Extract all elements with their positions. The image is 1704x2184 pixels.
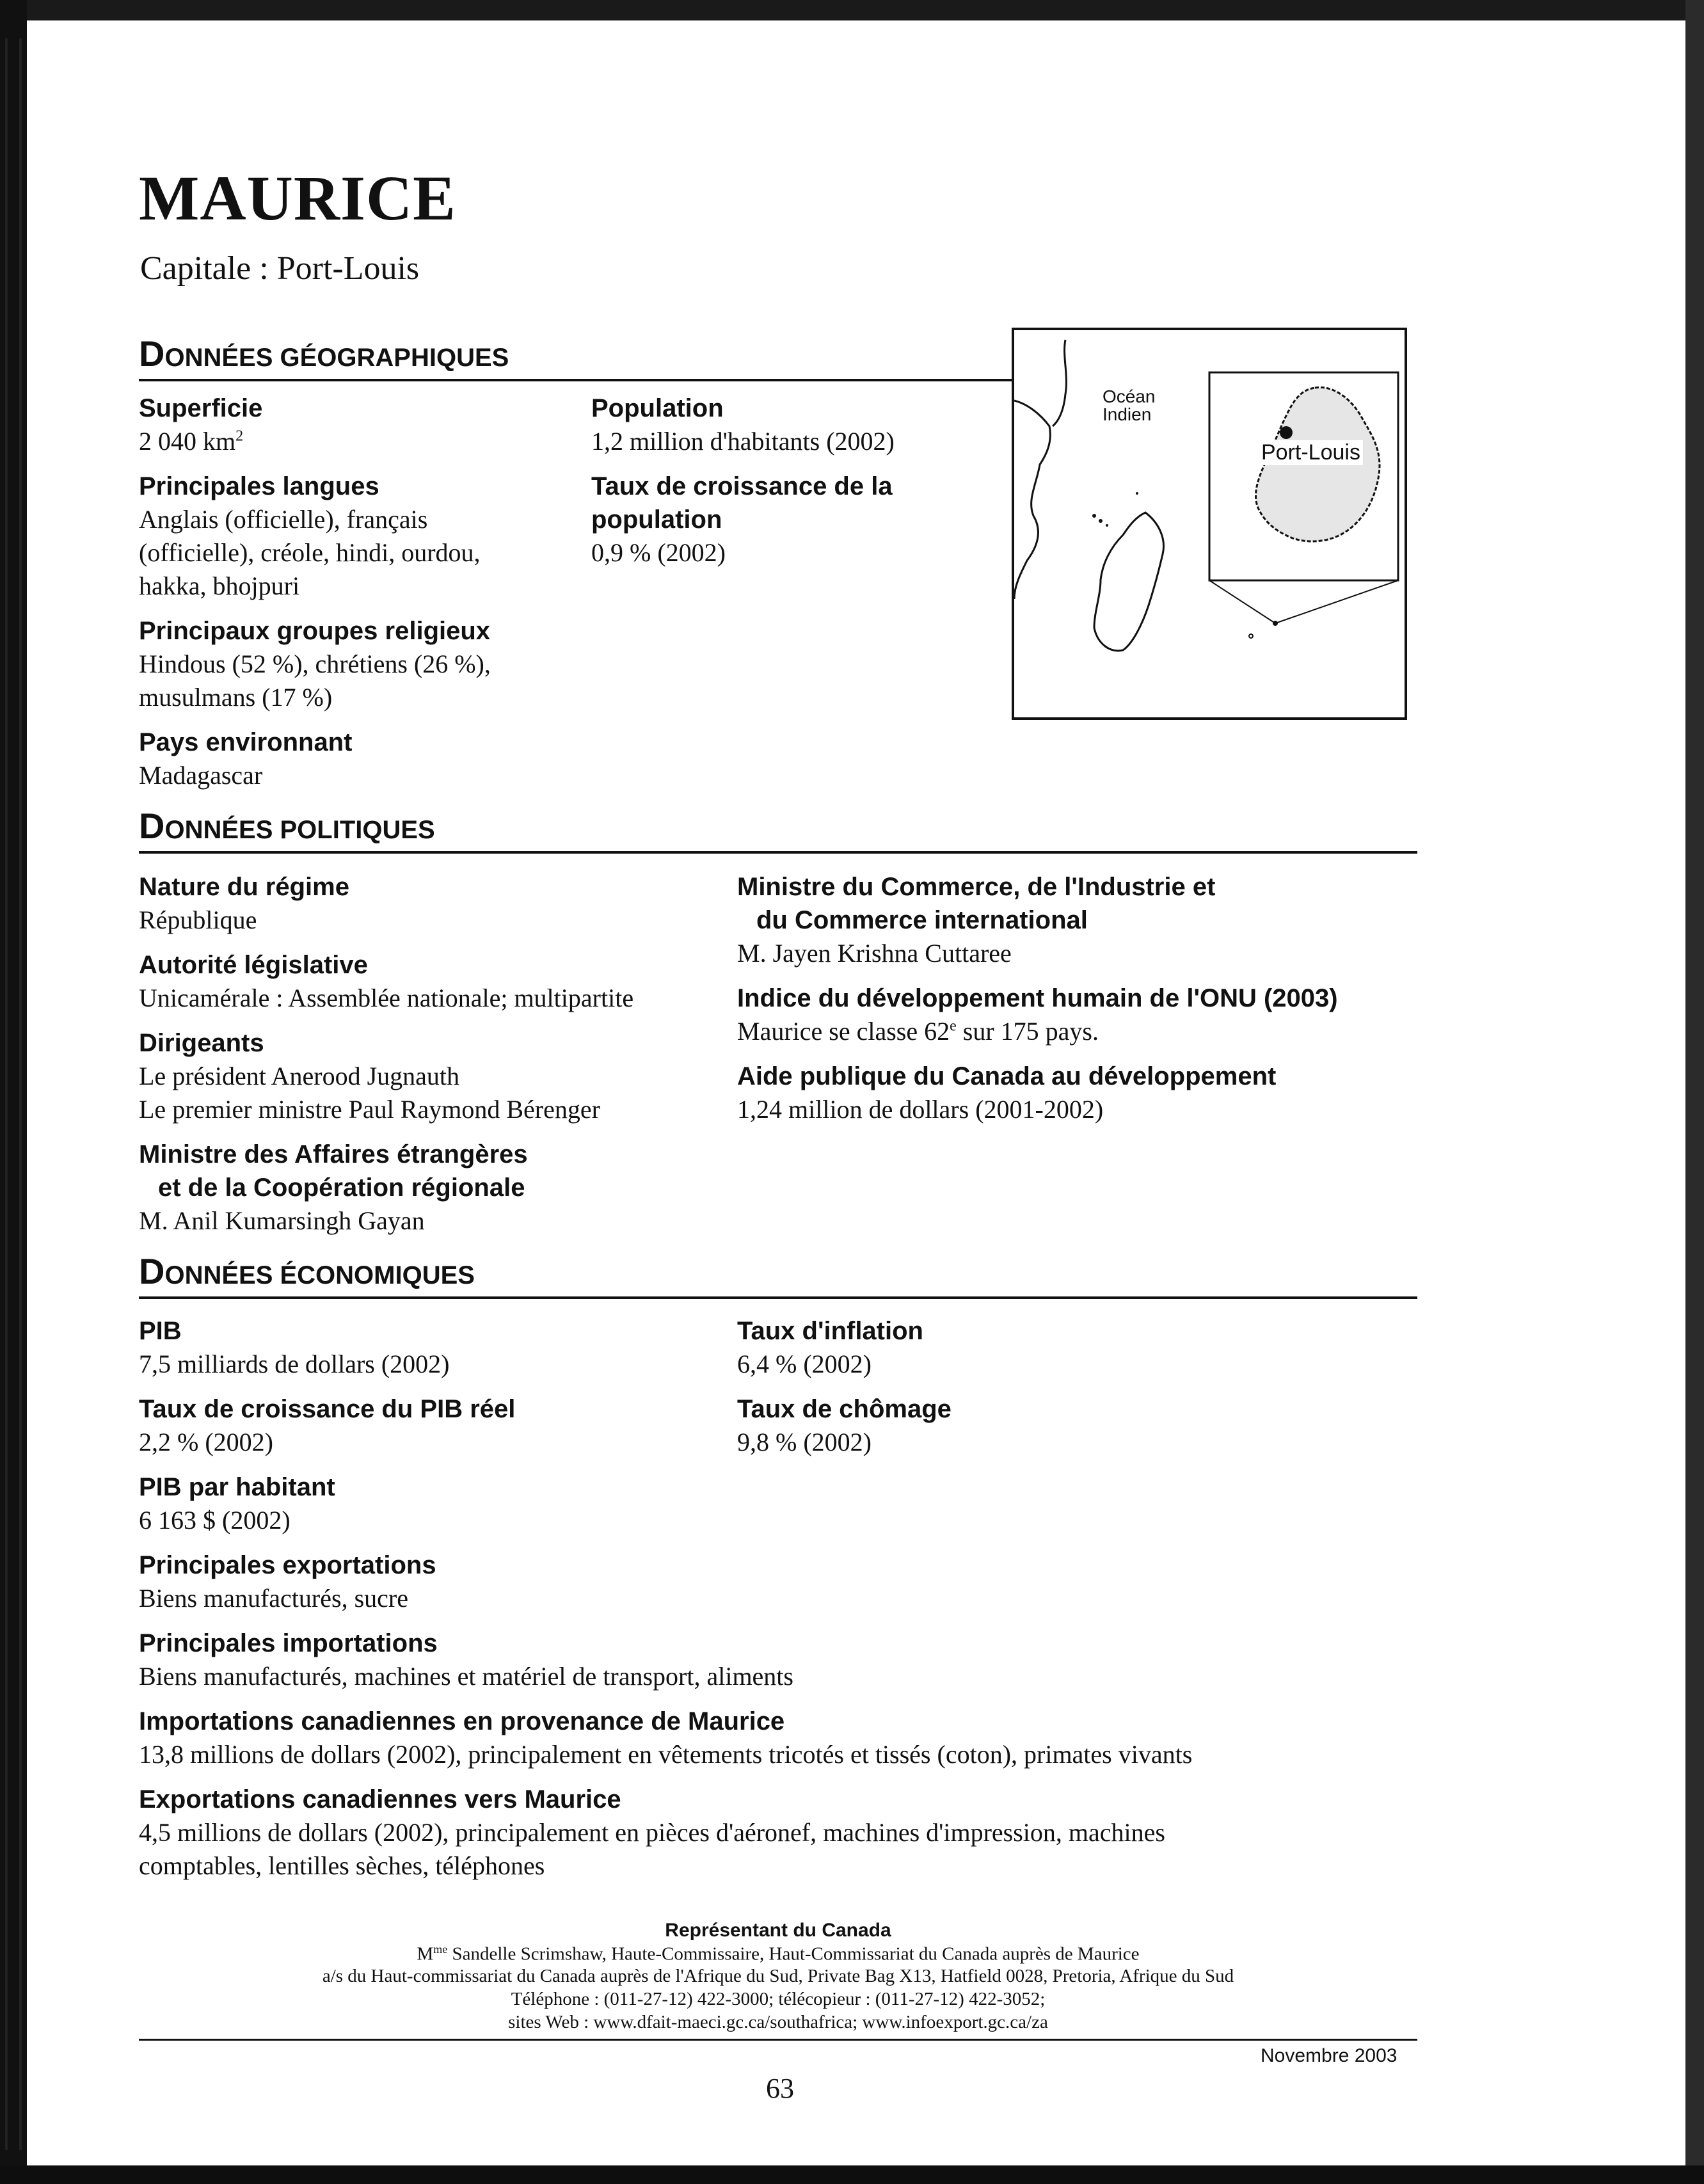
commerce-value: M. Jayen Krishna Cuttaree (737, 939, 1012, 968)
superficie-exponent: 2 (235, 427, 244, 445)
affaires-label-line: Ministre des Affaires étrangères (139, 1140, 528, 1168)
affaires-value: M. Anil Kumarsingh Gayan (139, 1206, 425, 1235)
page-title: MAURICE (139, 163, 456, 234)
page-bottom-edge (0, 2165, 1704, 2184)
coastline-segment (1053, 340, 1066, 426)
regime-label: Nature du régime (139, 873, 349, 901)
religion-label: Principaux groupes religieux (139, 617, 491, 645)
island-dot (1099, 519, 1103, 523)
representative-superscript: me (433, 1943, 448, 1956)
pays-value: Madagascar (139, 761, 263, 790)
inflation-value: 6,4 % (2002) (737, 1350, 872, 1378)
island-dot (1106, 524, 1108, 527)
exportations-label: Principales exportations (139, 1551, 436, 1579)
idh-value (737, 1015, 1099, 1048)
representative-phone: Téléphone : (011-27-12) 422-3000; télécopieur : (011-27-12) 422-3052; (511, 1989, 1046, 2009)
ocean-label-line: Océan (1103, 387, 1156, 406)
aide-label: Aide publique du Canada au développement (737, 1062, 1277, 1090)
page-number: 63 (766, 2073, 794, 2104)
langues-value-line: (officielle), créole, hindi, ourdou, (139, 538, 481, 567)
representative-line (139, 1943, 1417, 1965)
inset-pointer-line (1275, 580, 1398, 623)
legislative-label: Autorité législative (139, 951, 368, 979)
port-louis-label: Port-Louis (1259, 440, 1363, 465)
population-label: Population (591, 394, 724, 422)
section-heading-eco (139, 1250, 475, 1292)
chomage-label: Taux de chômage (737, 1395, 952, 1423)
aide-value: 1,24 million de dollars (2001-2002) (737, 1095, 1104, 1124)
croissance-pib-value: 2,2 % (2002) (139, 1428, 273, 1456)
heading-initial: D (139, 1251, 165, 1291)
inset-pointer-line (1209, 580, 1275, 623)
representative-heading: Représentant du Canada (665, 1920, 891, 1941)
heading-rest: ONNÉES GÉOGRAPHIQUES (164, 344, 509, 372)
can-exportations-value-line: 4,5 millions de dollars (2002), principalement en pièces d'aéronef, machines d'impression, machines (139, 1818, 1165, 1847)
island-dot (1136, 492, 1138, 495)
section-rule (139, 851, 1417, 854)
exportations-value: Biens manufacturés, sucre (139, 1584, 408, 1613)
representative-text: Sandelle Scrimshaw, Haute-Commissaire, Haut-Commissariat du Canada auprès de Maurice (447, 1943, 1140, 1965)
importations-label: Principales importations (139, 1629, 438, 1657)
commerce-label-line: Ministre du Commerce, de l'Industrie et (737, 873, 1216, 901)
dirigeants-value-line: Le président Anerood Jugnauth (139, 1062, 459, 1090)
langues-value-line: Anglais (officielle), français (139, 505, 428, 534)
capital-subtitle: Capitale : Port-Louis (140, 250, 420, 287)
map-drawing (1014, 330, 1405, 717)
africa-coastline (1014, 401, 1050, 599)
inflation-label: Taux d'inflation (737, 1317, 923, 1345)
commerce-label-line: du Commerce international (756, 906, 1088, 934)
island-dot (1092, 514, 1096, 518)
heading-initial: D (139, 806, 165, 846)
legislative-value: Unicamérale : Assemblée nationale; multipartite (139, 984, 634, 1012)
superficie-number: 2 040 km (139, 427, 236, 456)
population-value: 1,2 million d'habitants (2002) (591, 427, 895, 456)
dirigeants-value-line: Le premier ministre Paul Raymond Bérenger (139, 1095, 600, 1124)
croissance-pop-label-line: Taux de croissance de la (591, 472, 893, 500)
pib-habitant-label: PIB par habitant (139, 1473, 335, 1501)
regime-value: République (139, 905, 257, 934)
pib-habitant-value: 6 163 $ (2002) (139, 1506, 291, 1534)
can-importations-label: Importations canadiennes en provenance de Maurice (139, 1707, 785, 1735)
ocean-label (1103, 388, 1156, 424)
superficie-value (139, 425, 243, 458)
publication-date: Novembre 2003 (1261, 2045, 1397, 2066)
representative-websites: sites Web : www.dfait-maeci.gc.ca/southafrica; www.infoexport.gc.ca/za (508, 2012, 1048, 2032)
madagascar-outline (1094, 513, 1163, 651)
dirigeants-label: Dirigeants (139, 1029, 264, 1057)
idh-value-superscript: e (950, 1017, 957, 1035)
representative-text: M (417, 1943, 434, 1965)
heading-rest: ONNÉES POLITIQUES (164, 816, 435, 844)
langues-value-line: hakka, bhojpuri (139, 571, 300, 600)
idh-value-text: sur 175 pays. (956, 1017, 1099, 1046)
section-heading-geo (139, 333, 509, 374)
religion-value-line: musulmans (17 %) (139, 683, 333, 712)
can-importations-value: 13,8 millions de dollars (2002), principalement en vêtements tricotés et tissés (coton), primates vivants (139, 1740, 1193, 1769)
langues-label: Principales langues (139, 472, 379, 500)
chomage-value: 9,8 % (2002) (737, 1428, 872, 1456)
pib-value: 7,5 milliards de dollars (2002) (139, 1350, 450, 1378)
can-exportations-label: Exportations canadiennes vers Maurice (139, 1785, 621, 1813)
document-page (27, 20, 1685, 2165)
religion-value-line: Hindous (52 %), chrétiens (26 %), (139, 650, 491, 678)
section-rule (139, 379, 1012, 381)
pays-label: Pays environnant (139, 728, 353, 756)
binding-line (19, 38, 22, 2150)
superficie-label: Superficie (139, 394, 263, 422)
port-louis-marker (1280, 426, 1293, 439)
importations-value: Biens manufacturés, machines et matériel de transport, aliments (139, 1662, 793, 1691)
page-binding-edge (0, 0, 27, 2184)
heading-rest: ONNÉES ÉCONOMIQUES (164, 1261, 475, 1289)
representative-address: a/s du Haut-commissariat du Canada auprès de l'Afrique du Sud, Private Bag X13, Hatfield 0028, Pretoria, Afrique du Sud (322, 1966, 1234, 1986)
idh-value-text: Maurice se classe 62 (737, 1017, 950, 1046)
heading-initial: D (139, 333, 165, 374)
footer-rule (139, 2039, 1417, 2041)
ocean-label-line: Indien (1103, 404, 1152, 424)
affaires-label-line: et de la Coopération régionale (158, 1174, 525, 1202)
pib-label: PIB (139, 1317, 182, 1345)
croissance-pop-value: 0,9 % (2002) (591, 538, 726, 567)
location-map (1012, 328, 1407, 720)
section-rule (139, 1296, 1417, 1299)
croissance-pib-label: Taux de croissance du PIB réel (139, 1395, 516, 1423)
binding-line (5, 38, 8, 2150)
section-heading-pol (139, 805, 435, 847)
idh-label: Indice du développement humain de l'ONU (2003) (737, 984, 1338, 1012)
island-dot (1249, 634, 1253, 638)
croissance-pop-label-line: population (591, 506, 722, 534)
can-exportations-value-line: comptables, lentilles sèches, téléphones (139, 1851, 545, 1880)
page-right-edge (1685, 0, 1704, 2184)
